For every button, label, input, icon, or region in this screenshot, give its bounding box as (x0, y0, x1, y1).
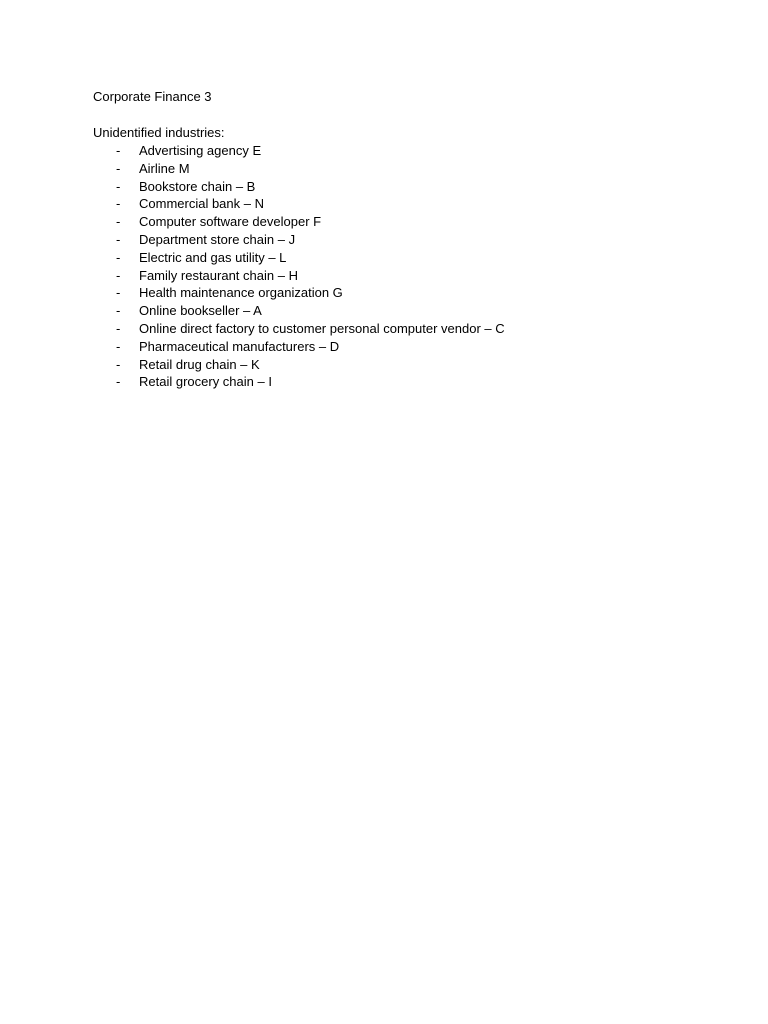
list-item (0, 231, 768, 249)
list-item-text: Bookstore chain – B (139, 178, 256, 194)
dash-bullet: - (116, 249, 121, 265)
list-item-text: Advertising agency E (139, 143, 262, 158)
list-item-text: Family restaurant chain – H (139, 267, 298, 283)
list-item (0, 195, 768, 213)
dash-bullet: - (116, 303, 121, 319)
dash-bullet: - (116, 160, 121, 176)
dash-bullet: - (116, 231, 121, 247)
document-title: Corporate Finance 3 (93, 89, 212, 104)
list-item-text: Electric and gas utility – L (139, 249, 287, 265)
list-item (0, 373, 768, 391)
dash-bullet: - (116, 338, 121, 354)
list-item-text: Department store chain – J (139, 231, 296, 247)
industry-list (0, 142, 768, 391)
list-item-text: Pharmaceutical manufacturers – D (139, 338, 340, 354)
list-item (0, 160, 768, 178)
list-item (0, 302, 768, 320)
list-item (0, 267, 768, 285)
list-item (0, 249, 768, 267)
list-item-text: Retail drug chain – K (139, 356, 260, 372)
list-item (0, 284, 768, 302)
list-item-text: Retail grocery chain – I (139, 374, 272, 390)
dash-bullet: - (116, 143, 121, 158)
dash-bullet: - (116, 356, 121, 372)
dash-bullet: - (116, 214, 121, 230)
section-heading: Unidentified industries: (93, 125, 225, 140)
dash-bullet: - (116, 374, 121, 390)
list-item (0, 142, 768, 160)
list-item (0, 320, 768, 338)
list-item (0, 213, 768, 231)
dash-bullet: - (116, 178, 121, 194)
dash-bullet: - (116, 320, 121, 336)
dash-bullet: - (116, 285, 121, 301)
dash-bullet: - (116, 196, 121, 212)
list-item-text: Commercial bank – N (139, 196, 264, 212)
list-item (0, 356, 768, 374)
list-item-text: Online bookseller – A (139, 303, 262, 319)
list-item-text: Airline M (139, 160, 190, 176)
list-item (0, 338, 768, 356)
dash-bullet: - (116, 267, 121, 283)
list-item (0, 178, 768, 196)
list-item-text: Health maintenance organization G (139, 285, 343, 301)
list-item-text: Computer software developer F (139, 214, 322, 230)
list-item-text: Online direct factory to customer personal computer vendor – C (139, 320, 505, 336)
